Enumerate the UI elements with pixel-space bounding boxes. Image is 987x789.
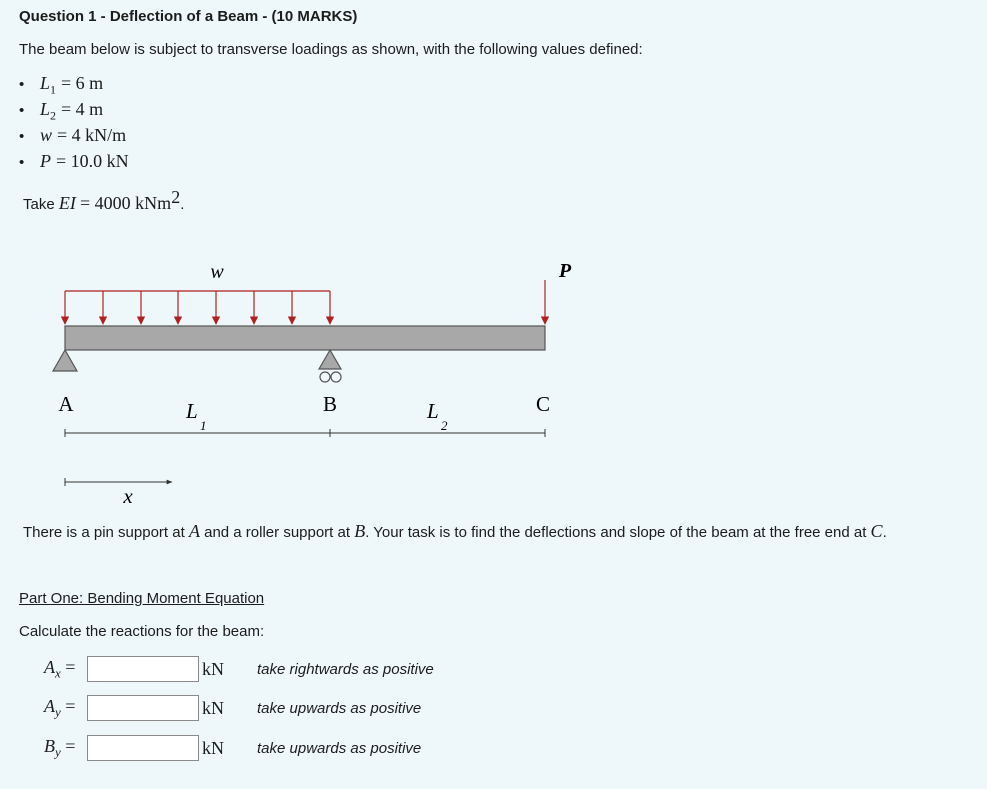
ax-input[interactable] [87,656,199,682]
reaction-row-ax [44,654,434,684]
point-b-label: B [322,392,338,416]
question-title: Question 1 - Deflection of a Beam - (10 MARKS) [19,8,358,25]
ei-exponent: 2 [171,187,181,207]
support-point-a: A [188,521,200,541]
variable-value: = 4 m [61,99,104,119]
support-point-b: B [354,521,366,541]
variable-item: • $L_1 = 6$ m [19,73,104,97]
variable-item: • P = 10.0 kN [19,151,129,171]
variable-symbol: L [40,99,51,119]
variable-value: = 10.0 kN [56,151,129,171]
span-1-symbol: L [186,399,198,423]
pin-support [53,350,77,371]
span-1-subscript: 1 [200,418,207,433]
span-1-label [185,399,207,433]
ei-value: = 4000 kNm [80,193,172,213]
support-text-part: . Your task is to find the deflections and slope of the beam at the free end at [365,524,871,541]
sign-hint: take rightwards as positive [257,660,434,678]
part-one-heading: Part One: Bending Moment Equation [19,590,265,607]
beam [65,326,545,350]
reaction-symbol: A [44,695,55,716]
roller-wheel [331,372,341,382]
reaction-subscript: y [55,704,61,720]
distributed-load [65,291,330,324]
reaction-label [44,657,87,682]
reaction-label [44,696,87,721]
beam-diagram [0,240,987,520]
variable-list [19,70,129,174]
reaction-label [44,736,87,761]
support-text-part: There is a pin support at [23,524,189,541]
take-label: Take [23,196,55,213]
variable-symbol: L [40,73,51,93]
span-2-symbol: L [427,399,439,423]
part-one-instruction: Calculate the reactions for the beam: [19,623,265,640]
point-a-label: A [58,392,74,416]
sign-hint: take upwards as positive [257,699,422,717]
reaction-subscript: y [55,744,61,760]
variable-symbol: P [40,151,51,171]
support-text-part: . [882,524,887,541]
sign-hint: take upwards as positive [257,739,422,757]
reaction-symbol: B [44,735,55,756]
variable-item: • $L_2 = 4$ m [19,99,104,123]
by-input[interactable] [87,735,199,761]
question-intro: The beam below is subject to transverse loadings as shown, with the following values defined: [19,41,643,58]
ei-symbol: EI [58,193,76,213]
roller-wheel [320,372,330,382]
reaction-symbol: A [44,656,55,677]
variable-value: = 6 m [61,73,104,93]
span-2-subscript: 2 [441,418,448,433]
support-point-c: C [870,521,883,541]
ei-statement [23,187,184,214]
point-c-label: C [535,392,551,416]
unit-label: kN [202,697,224,718]
span-2-label [426,399,448,433]
support-text-part: and a roller support at [199,524,355,541]
equals-sign: = [65,735,76,756]
roller-triangle [319,350,341,369]
unit-label: kN [202,737,224,758]
variable-subscript: 2 [50,108,57,123]
x-axis-indicator [65,478,172,486]
roller-support [319,350,341,382]
ei-suffix: . [180,196,185,213]
variable-symbol: w [40,125,53,145]
reaction-row-ay [44,693,421,723]
reaction-row-by [44,733,421,763]
variable-item: • w = 4 kN/m [19,125,127,145]
load-w-label: w [210,261,224,283]
variable-subscript: 1 [50,82,57,97]
reaction-subscript: x [55,665,61,681]
unit-label: kN [202,658,224,679]
variable-value: = 4 kN/m [57,125,127,145]
dimension-line [65,429,545,437]
x-axis-label: x [123,484,133,508]
equals-sign: = [65,656,76,677]
load-p-label: P [558,260,572,282]
ay-input[interactable] [87,695,199,721]
support-description [23,521,887,542]
equals-sign: = [65,695,76,716]
